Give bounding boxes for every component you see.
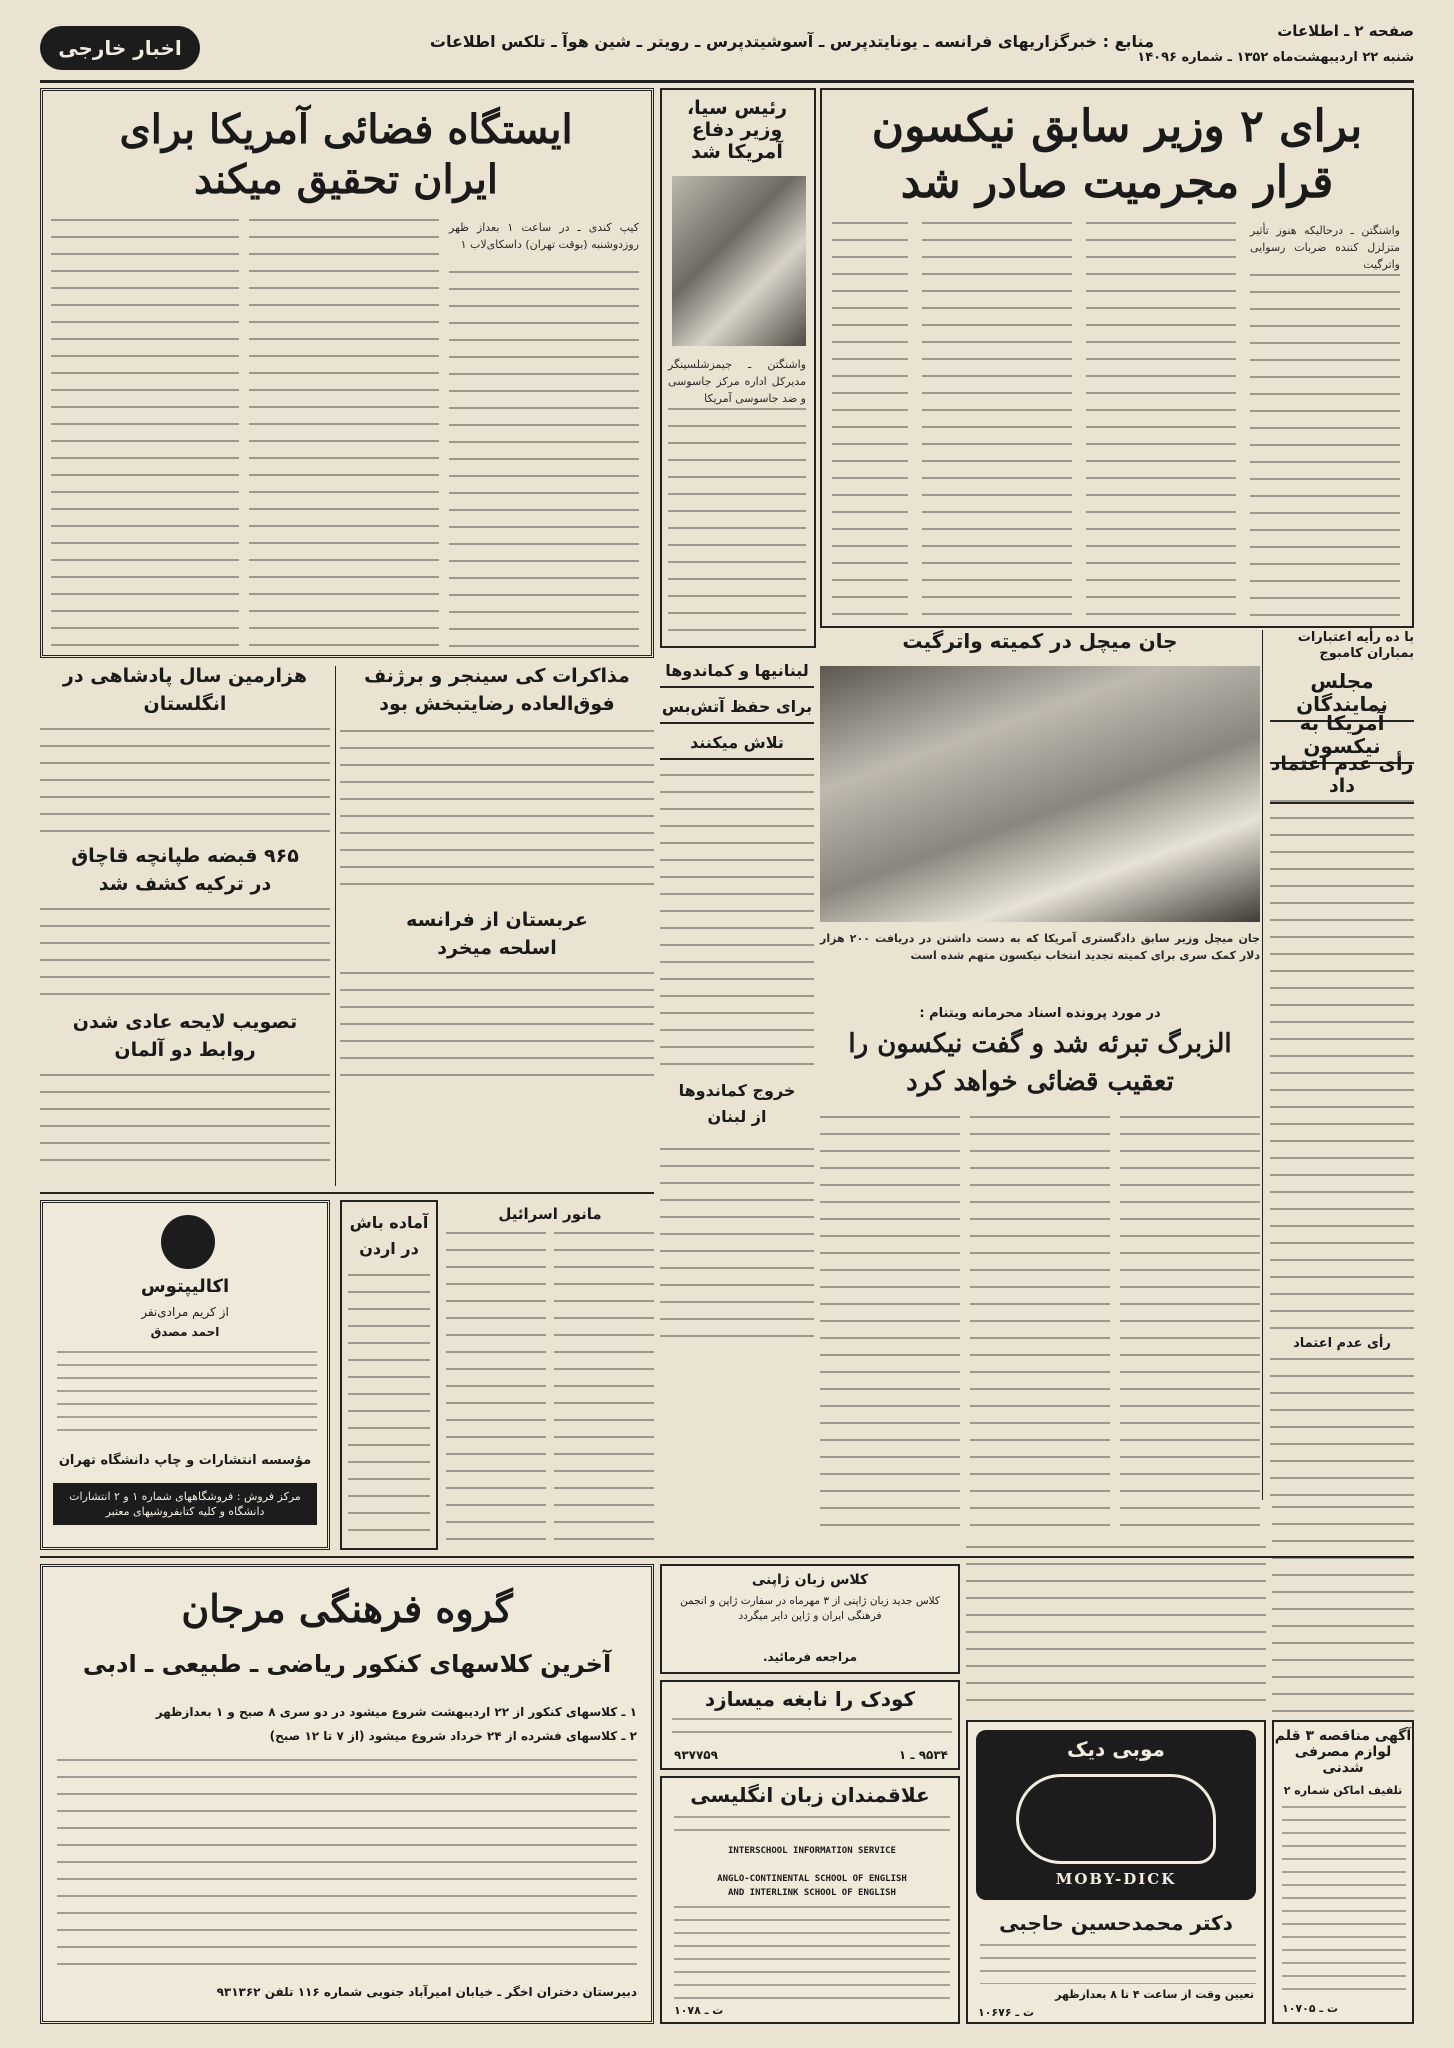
- english-body-2: [674, 1906, 950, 2002]
- mitchell-headline: جان میچل در کمیته واترگیت: [902, 629, 1178, 653]
- tender-title: آگهی مناقصه ۳ قلم لوازم مصرفی شدنی: [1274, 1728, 1412, 1777]
- pistols-col: [40, 908, 330, 1004]
- book-emblem: [161, 1215, 215, 1269]
- book-publisher: مؤسسه انتشارات و چاپ دانشگاه تهران: [58, 1453, 312, 1468]
- senate-col-2: [1270, 1358, 1414, 1500]
- nixon-col-2: [1086, 222, 1236, 620]
- ellsberg-headline-2: تعقیب قضائی خواهد کرد: [906, 1067, 1174, 1097]
- marjan-subtitle: آخرین کلاسهای کنکور ریاضی ـ طبیعی ـ ادبی: [82, 1650, 612, 1678]
- senate-headline-3: رأی عدم اعتماد داد: [1270, 754, 1414, 804]
- jordan-headline-1: آماده باش: [349, 1213, 429, 1232]
- masthead-rule: [40, 80, 1414, 83]
- saudi-headline-2: اسلحه میخرد: [437, 937, 557, 959]
- commando-exit-col: [660, 1148, 814, 1348]
- saudi-col: [340, 972, 654, 1086]
- germany-headline-1: تصویب لایحه عادی شدن: [72, 1011, 298, 1033]
- sources-line: منابع : خبرگزاریهای فرانسه ـ یونایتدپرس ـ آسوشیتدپرس ـ رویتر ـ شین هوآ ـ تلکس اطلاعات: [429, 32, 1154, 51]
- senate-lead: با ده رأیه اعتبارات بمباران کامبوج: [1297, 630, 1414, 661]
- colby-lead: واشنگتن ـ جیمزشلسینگر مدیرکل اداره مرکز جاسوسی و ضد جاسوسی آمریکا: [668, 358, 806, 405]
- nixon-headline-1: برای ۲ وزیر سابق نیکسون: [871, 101, 1363, 152]
- colby-article: [660, 88, 816, 648]
- space-col-2: [249, 219, 439, 649]
- japanese-title: کلاس زبان ژاپنی: [751, 1572, 869, 1588]
- nixon-article: [820, 88, 1414, 628]
- book-ad: [40, 1200, 330, 1550]
- book-address: مرکز فروش : فروشگاههای شماره ۱ و ۲ انتشارات دانشگاه و کلیه کتابفروشیهای معتبر: [53, 1483, 317, 1525]
- israel-headline: مانور اسرائیل: [498, 1205, 602, 1223]
- kissinger-headline-1: مذاکرات کی سینجر و برژنف: [364, 665, 630, 687]
- kissinger-headline-2: فوق‌العاده رضایتبخش بود: [379, 693, 615, 715]
- book-desc: [57, 1351, 317, 1441]
- section-badge: اخبار خارجی: [40, 26, 200, 70]
- senate-article: [1270, 630, 1414, 1500]
- genius-body: [672, 1718, 952, 1744]
- space-col-3: [51, 219, 239, 649]
- ellsberg-kicker: در مورد پرونده اسناد محرمانه ویتنام :: [919, 1006, 1161, 1021]
- pistols-headline-2: در ترکیه کشف شد: [98, 873, 272, 895]
- marjan-line-1: ۱ ـ کلاسهای کنکور از ۲۲ اردیبهشت شروع میشود در دو سری ۸ صبح و ۱ بعدازظهر: [155, 1705, 637, 1719]
- english-body-1: [674, 1816, 950, 1842]
- moby-code: ت ـ ۱۰۶۷۶: [978, 2006, 1035, 2019]
- nixon-headline-2: قرار مجرمیت صادر شد: [900, 157, 1334, 208]
- mitchell-caption: جان میچل وزیر سابق دادگستری آمریکا که به دست داشتن در دریافت ۲۰۰ هزار دلار کمک سری برای کمیته تجدید انتخاب نیکسون متهم شده است: [820, 932, 1260, 962]
- space-lead: کیپ کندی ـ در ساعت ۱ بعداز ظهر روزدوشنبه (بوقت تهران) داسکای‌لاب ۱: [449, 221, 639, 251]
- israel-col-1: [554, 1232, 654, 1548]
- english-title: علاقمندان زبان انگلیسی: [690, 1783, 930, 1807]
- mid-divider-2: [40, 1192, 654, 1194]
- genius-ad: [660, 1680, 960, 1770]
- ellsberg-col-2: [970, 1116, 1110, 1536]
- ellsberg-col-1: [1120, 1116, 1260, 1536]
- english-school-1: INTERSCHOOL INFORMATION SERVICE: [728, 1846, 896, 1856]
- tender-text: [1282, 1806, 1406, 1992]
- jordan-col: [348, 1274, 430, 1544]
- senate-col-1: [1270, 800, 1414, 1330]
- israel-article: [446, 1200, 654, 1550]
- england-article: [40, 666, 330, 1186]
- genius-title: کودک را نابغه میسازد: [704, 1687, 916, 1711]
- space-headline-2: ایران تحقیق میکند: [194, 156, 498, 203]
- english-code: ت ـ ۱۰۷۸: [674, 2004, 724, 2017]
- ellsberg-col-4: [966, 1546, 1266, 1712]
- lebanon-col: [660, 774, 814, 1074]
- pistols-headline-1: ۹۶۵ قبضه طپانچه قاچاق: [71, 845, 299, 867]
- marjan-ad: [40, 1564, 654, 2024]
- senate-divider: [1262, 630, 1263, 1500]
- genius-code: ۹۵۳۴ ـ ۱: [898, 1748, 948, 1762]
- space-headline-1: ایستگاه فضائی آمریکا برای: [119, 106, 573, 153]
- kissinger-col: [340, 730, 654, 900]
- tender-body: تلفیف اماکن شماره ۲: [1283, 1784, 1403, 1797]
- colby-photo: [672, 176, 806, 346]
- marjan-body: [57, 1759, 637, 1969]
- book-title: اکالیپتوس: [140, 1276, 230, 1297]
- nixon-col-4: [832, 222, 908, 620]
- germany-headline-2: روابط دو آلمان: [114, 1039, 256, 1061]
- colby-col: [668, 408, 806, 640]
- england-col: [40, 728, 330, 838]
- colby-headline: رئیس سیا، وزیر دفاع آمریکا شد: [686, 97, 788, 163]
- kissinger-article: [340, 666, 654, 1086]
- nixon-col-3: [922, 222, 1072, 620]
- nixon-lead: واشنگتن ـ درحالیکه هنوز تأثیر متزلزل کننده ضربات رسوایی واترگیت: [1250, 224, 1400, 271]
- lebanon-article: [660, 662, 814, 1142]
- senate-subhead: رأی عدم اعتماد: [1293, 1336, 1391, 1351]
- lebanon-headline-3: تلاش میکنند: [660, 734, 814, 760]
- tender-ad: [1272, 1720, 1414, 2024]
- ellsberg-article: [820, 1000, 1260, 1540]
- moby-panel: [976, 1730, 1256, 1900]
- japanese-footer: مراجعه فرمائید.: [762, 1650, 858, 1664]
- germany-col: [40, 1074, 330, 1174]
- book-translator: احمد مصدق: [150, 1325, 220, 1339]
- nixon-col-1: [1250, 274, 1400, 620]
- book-author: از کریم مرادی‌نفر: [141, 1305, 229, 1319]
- senate-headline-1: مجلس نمایندگان: [1270, 670, 1414, 722]
- jordan-article: [340, 1200, 438, 1550]
- moby-logo: MOBY-DICK: [1055, 1870, 1177, 1888]
- senate-headline-2: آمریکا به نیکسون: [1270, 712, 1414, 764]
- page-label: صفحه ۲ ـ اطلاعات: [1277, 22, 1414, 40]
- commando-exit-headline-1: خروج کماندوها: [678, 1081, 796, 1100]
- space-col-1: [449, 271, 639, 649]
- marjan-line-2: ۲ ـ کلاسهای فشرده از ۲۴ خرداد شروع میشود (از ۷ تا ۱۲ صبح): [269, 1729, 637, 1743]
- dentist-body: [980, 1944, 1256, 1984]
- england-headline-1: هزارمین سال پادشاهی در: [62, 665, 308, 687]
- ellsberg-headline-1: الزبرگ تبرئه شد و گفت نیکسون را: [848, 1029, 1232, 1059]
- england-headline-2: انگلستان: [143, 693, 227, 715]
- saudi-headline-1: عربستان از فرانسه: [406, 909, 588, 931]
- lebanon-headline-2: برای حفظ آتش‌بس: [660, 698, 814, 724]
- whale-icon: [1016, 1774, 1216, 1864]
- senate-col-3: [1272, 1506, 1414, 1712]
- mitchell-article: [820, 630, 1260, 1000]
- mitchell-photo: [820, 666, 1260, 922]
- marjan-address: دبیرستان دختران اخگر ـ خیابان امیرآباد جنوبی شماره ۱۱۶ تلفن ۹۳۱۳۶۲: [216, 1985, 637, 1999]
- tender-code: ت ـ ۱۰۷۰۵: [1282, 2002, 1339, 2015]
- dentist-footer: تعیین وقت از ساعت ۴ تا ۸ بعدازظهر: [1055, 1988, 1254, 2001]
- lebanon-headline-1: لبنانیها و کماندوها: [660, 662, 814, 688]
- dentist-name: دکتر محمدحسین حاجبی: [999, 1911, 1233, 1935]
- ellsberg-col-3: [820, 1116, 960, 1536]
- date-line: شنبه ۲۲ اردیبهشت‌ماه ۱۳۵۲ ـ شماره ۱۴۰۹۶: [1137, 50, 1414, 65]
- jordan-headline-2: در اردن: [359, 1239, 419, 1258]
- english-school-3: AND INTERLINK SCHOOL OF ENGLISH: [728, 1888, 896, 1898]
- commando-exit-headline-2: از لبنان: [707, 1107, 767, 1126]
- english-ad: [660, 1776, 960, 2024]
- space-article: [40, 88, 654, 658]
- moby-ad: [966, 1720, 1266, 2024]
- marjan-title: گروه فرهنگی مرجان: [181, 1586, 513, 1631]
- moby-title: موبی دیک: [1067, 1737, 1165, 1761]
- english-school-2: ANGLO-CONTINENTAL SCHOOL OF ENGLISH: [717, 1874, 907, 1884]
- genius-phone: ۹۳۷۷۵۹: [674, 1748, 718, 1762]
- mid-divider-1: [335, 666, 336, 1186]
- japanese-ad: [660, 1564, 960, 1674]
- israel-col-2: [446, 1232, 546, 1548]
- japanese-body: کلاس جدید زبان ژاپنی از ۳ مهرماه در سفارت ژاپن و انجمن فرهنگی ایران و ژاپن دایر میگردد: [680, 1595, 940, 1622]
